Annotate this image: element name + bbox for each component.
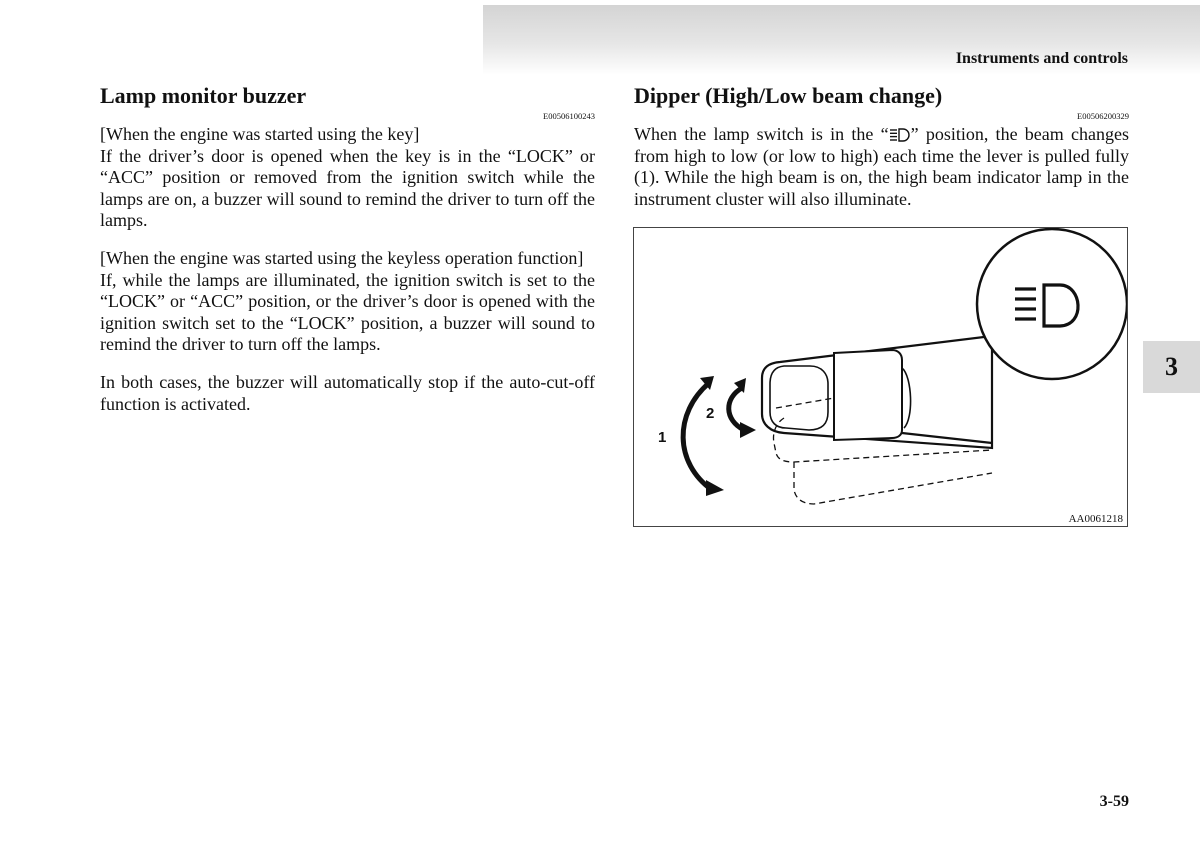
- dipper-title: Dipper (High/Low beam change): [634, 83, 943, 108]
- callout-circle: [977, 229, 1127, 379]
- paragraph-body: If the driver’s door is opened when the key is in the “LOCK” or “ACC” position or removed from the ignition switch while the lamps are on, a buzzer will sound to remind the driver to turn off the lamps.: [100, 145, 595, 231]
- section-title: Instruments and controls: [955, 50, 1128, 67]
- lever-collar: [834, 350, 902, 440]
- lamp-monitor-buzzer-title: Lamp monitor buzzer: [100, 83, 307, 108]
- label-2: 2: [706, 405, 715, 422]
- paragraph-keyless-start: [100, 248, 595, 356]
- page-number: 3-59: [1099, 793, 1129, 810]
- paragraph-intro: [When the engine was started using the key]: [100, 124, 420, 144]
- dipper-paragraph: When the lamp switch is in the “ ” position, the beam changes from high to low (or low to high) each time the lever is pulled fully (1). While the high beam is on, the high beam indicator lamp in the instrument cluster will also illuminate.: [634, 124, 1129, 209]
- section-code: E00506200329: [1077, 111, 1129, 121]
- paragraph-intro: [When the engine was started using the keyless operation function]: [100, 247, 584, 268]
- paragraph-body: If, while the lamps are illuminated, the ignition switch is set to the “LOCK” or “ACC” position, or the driver’s door is opened with the ignition switch set to the “LOCK” position, a buzzer will sound to remind the driver to turn off the lamps.: [100, 269, 595, 355]
- dipper-illustration: [633, 227, 1128, 527]
- paragraph-key-start: [100, 124, 595, 232]
- high-beam-icon: [889, 127, 911, 143]
- lever-diagram: [634, 228, 1128, 527]
- chapter-tab: 3: [1143, 341, 1200, 393]
- dipper-section: [634, 82, 1129, 226]
- lamp-monitor-buzzer-section: [100, 82, 595, 431]
- section-code: E00506100243: [543, 111, 595, 121]
- label-1: 1: [658, 429, 667, 446]
- lever-tip: [770, 366, 828, 430]
- paragraph-auto-cut-off: In both cases, the buzzer will automatically stop if the auto-cut-off function is activated.: [100, 371, 595, 414]
- arrow-1: [683, 383, 715, 490]
- figure-code: AA0061218: [1068, 513, 1123, 525]
